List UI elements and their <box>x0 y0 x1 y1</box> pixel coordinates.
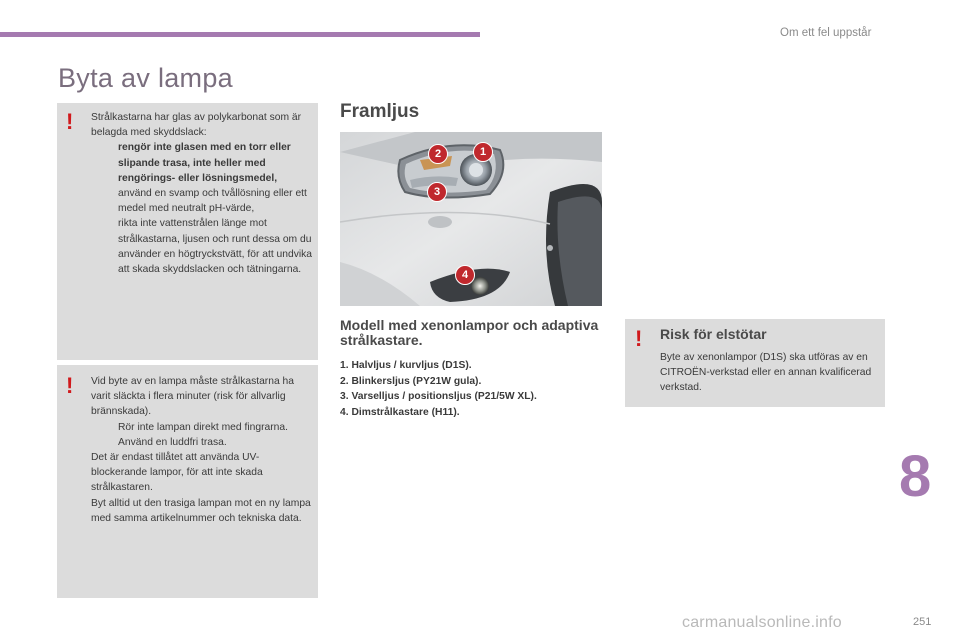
replace-paragraph: Byt alltid ut den trasiga lampan mot en ny lampa med samma artikelnummer och tekniska data. <box>91 497 311 524</box>
headlight-photo <box>340 132 602 306</box>
header-accent-bar <box>0 32 480 37</box>
callout-3: 3 <box>427 182 447 202</box>
list-item: 3. Varselljus / positionsljus (P21/5W XL). <box>340 391 537 402</box>
bullet-item <box>91 216 313 277</box>
bullet-item <box>91 140 313 186</box>
bullet-text: använd en svamp och tvållösning eller ett medel med neutralt pH-värde, <box>118 188 307 215</box>
page-number: 251 <box>913 616 932 628</box>
list-item: 2. Blinkersljus (PY21W gula). <box>340 375 482 387</box>
risk-heading: Risk för elstötar <box>660 326 767 342</box>
list-item: 1. Halvljus / kurvljus (D1S). <box>340 360 472 371</box>
bullet-item <box>91 420 313 450</box>
warning-text-bulb-change <box>91 374 313 526</box>
page-title: Byta av lampa <box>58 63 233 93</box>
list-item: 4. Dimstrålkastare (H11). <box>340 406 460 418</box>
warning-text-polycarbonate <box>91 110 313 277</box>
watermark: carmanualsonline.info <box>682 614 842 631</box>
exclamation-icon: ! <box>66 373 74 398</box>
exclamation-icon: ! <box>635 326 643 351</box>
callout-1: 1 <box>473 142 493 162</box>
bullet-text: rengör inte glasen med en torr eller slipande trasa, inte heller med rengörings- eller lösningsmedel, <box>118 142 291 184</box>
uv-paragraph: Det är endast tillåtet att använda UV-blockerande lampor, för att inte skada strålkastaren. <box>91 452 263 494</box>
exclamation-icon: ! <box>66 109 74 134</box>
bullet-text: rikta inte vattenstrålen länge mot strålkastarna, ljusen och runt dessa om du använder en högtryckstvätt, för att undvika att skada skyddslacken och tätningarna. <box>118 218 313 276</box>
warning-intro: Vid byte av en lampa måste strålkastarna ha varit släckta i flera minuter (risk för allvarlig brännskada). <box>91 376 294 418</box>
callout-2: 2 <box>428 144 448 164</box>
bullet-text: Rör inte lampan direkt med fingrarna. Använd en luddfri trasa. <box>118 421 288 448</box>
front-lights-heading: Framljus <box>340 101 420 122</box>
model-heading: Modell med xenonlampor och adaptiva strålkastare. <box>340 317 599 348</box>
bullet-item <box>91 186 313 216</box>
warning-intro: Strålkastarna har glas av polykarbonat som är belagda med skyddslack: <box>91 112 302 139</box>
risk-text: Byte av xenonlampor (D1S) ska utföras av en CITROËN-verkstad eller en annan kvalificerad verkstad. <box>660 352 872 394</box>
callout-4: 4 <box>455 265 475 285</box>
bulb-list <box>340 358 537 420</box>
section-title: Om ett fel uppstår <box>780 27 872 39</box>
chapter-number: 8 <box>899 444 932 509</box>
